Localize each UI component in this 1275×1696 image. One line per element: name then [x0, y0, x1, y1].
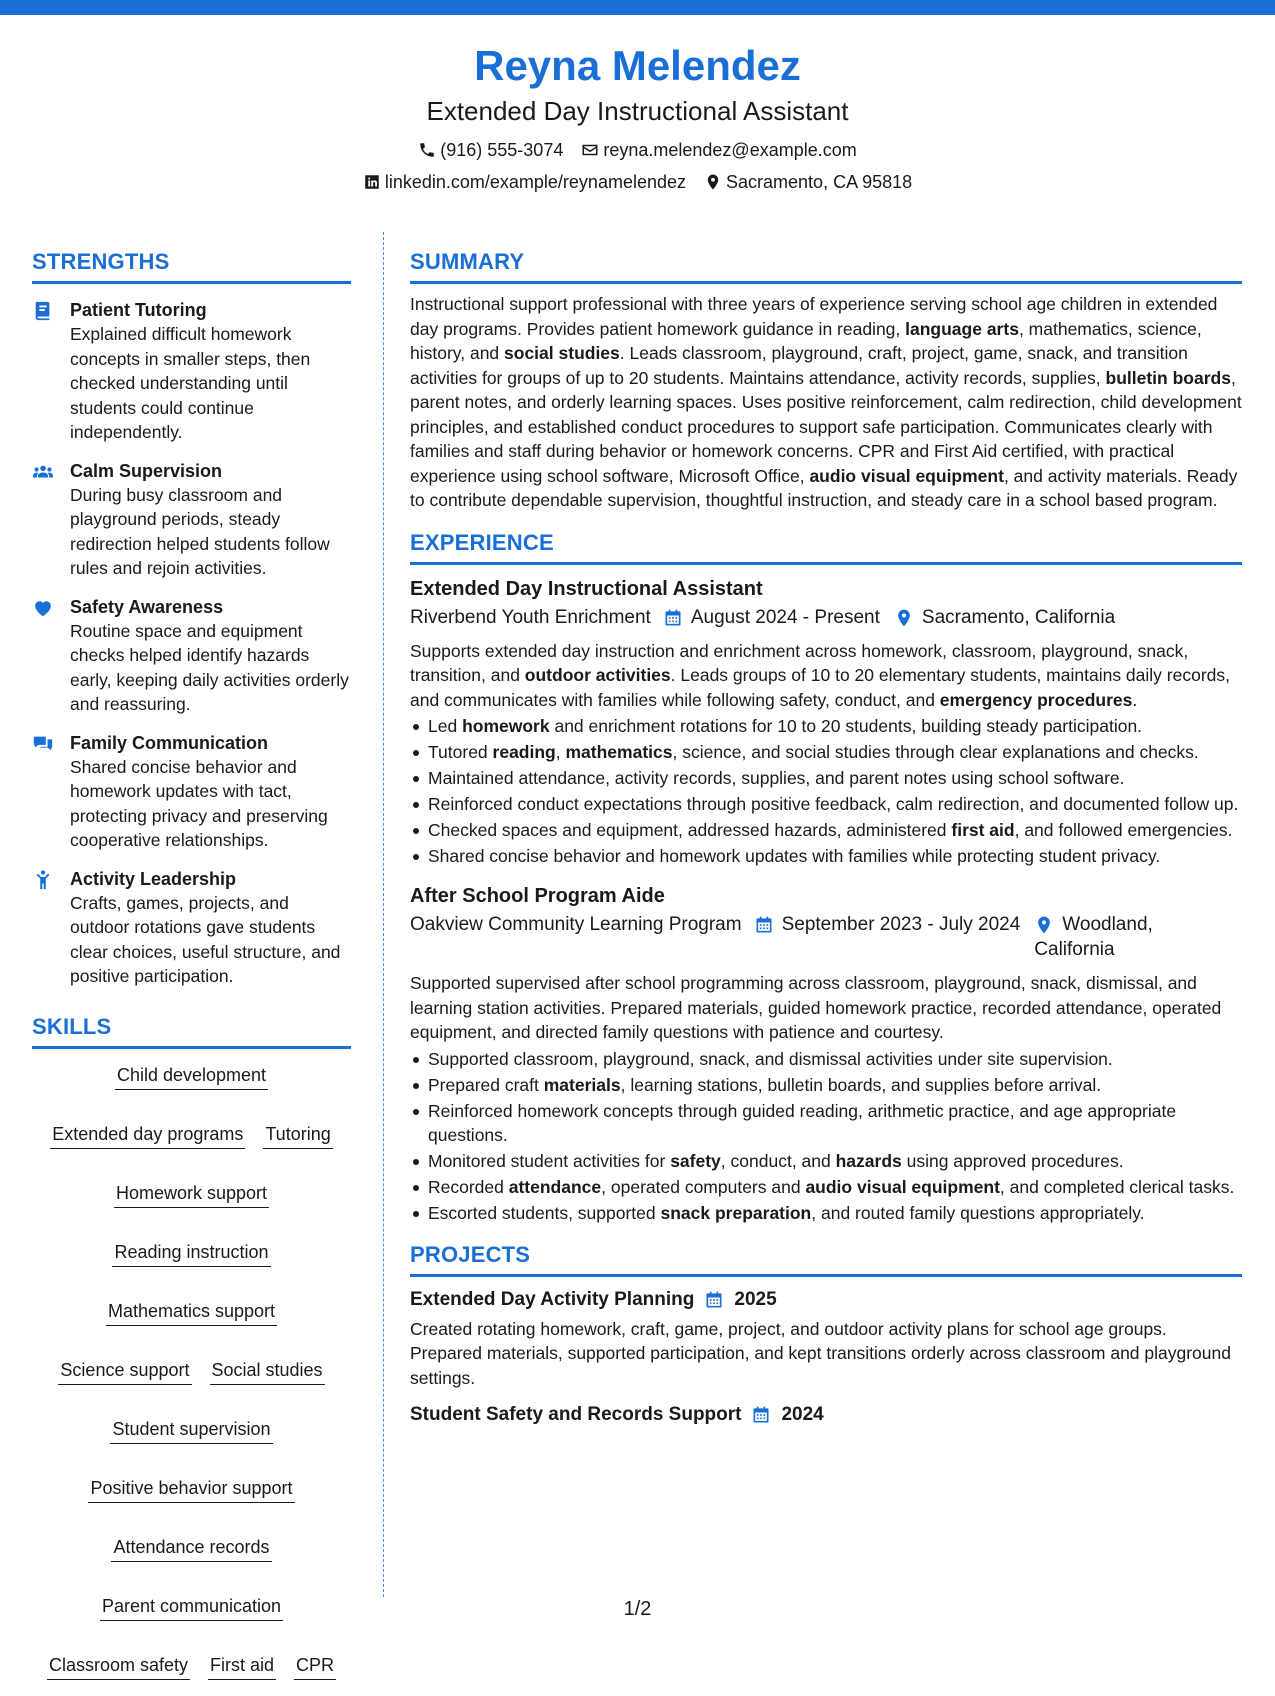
left-column [32, 248, 351, 1696]
bold-text: homework [462, 716, 550, 736]
strength-body [70, 298, 351, 445]
candidate-name: Reyna Melendez [474, 42, 801, 89]
job-bullets [410, 1047, 1242, 1225]
email-text: reyna.melendez@example.com [603, 140, 857, 160]
candidate-role: Extended Day Instructional Assistant [426, 96, 849, 126]
users-icon [32, 461, 54, 483]
text-run: , and routed family questions appropriately. [811, 1202, 1145, 1223]
project-head [410, 1287, 1242, 1313]
calendar-icon [663, 608, 683, 628]
job-location [894, 605, 1115, 630]
bold-text: mathematics [565, 742, 673, 762]
strength-body [70, 731, 351, 853]
bullet-item [410, 792, 1242, 816]
skill-tag: Mathematics support [106, 1299, 277, 1326]
text-run: Supported supervised after school programming across classroom, playground, snack, dismissal, and learning station activities. Prepared materials, guided homework practice, recorded attendance, operated equipment, and directed family questions with patience and courtesy. [410, 973, 1222, 1042]
strength-item [32, 867, 351, 989]
strengths-list [32, 298, 351, 989]
text-run: and enrichment rotations for 10 to 20 students, building steady participation. [549, 716, 1143, 736]
strength-desc: During busy classroom and playground periods, steady redirection helped students follow rules and rejoin activities. [70, 484, 330, 578]
text-run: Instructional support professional with three years of experience serving school age children in extended day programs. Provides patient homework guidance in reading, [410, 294, 1218, 339]
bullet-item [410, 740, 1242, 764]
text-run: Escorted students, supported [428, 1202, 661, 1223]
bullet-item [410, 714, 1242, 738]
strength-item [32, 595, 351, 717]
skill-tag: Classroom safety [47, 1653, 190, 1680]
text-run: . Leads classroom, playground, craft, project, game, snack, and transition activities for groups of up to 20 students. Maintains attendance, activity records, supplies, [410, 343, 1188, 388]
summary-heading: SUMMARY [410, 248, 1242, 284]
map-pin-icon [704, 173, 722, 191]
location-text: Sacramento, CA 95818 [726, 172, 913, 192]
job-location [1034, 912, 1194, 962]
bullet-item [410, 844, 1242, 868]
book-icon [32, 300, 54, 322]
skill-tag: Social studies [210, 1358, 325, 1385]
project-entry [410, 1287, 1242, 1391]
summary-text [410, 292, 1242, 513]
strength-icon-wrap [32, 595, 56, 717]
bold-text: hazards [835, 1150, 902, 1171]
bold-text: reading [492, 742, 556, 762]
text-run: Recorded [428, 1176, 509, 1197]
job-title: Extended Day Instructional Assistant [410, 577, 763, 600]
text-run: , learning stations, bulletin boards, and supplies before arrival. [620, 1074, 1102, 1095]
text-run: Reinforced conduct expectations through positive feedback, calm redirection, and documented follow up. [428, 794, 1239, 814]
resume-header [0, 40, 1275, 194]
project-title: Student Safety and Records Support [410, 1404, 742, 1425]
text-run: . Leads groups of 10 to 20 elementary students, maintains daily records, and communicates with families while following safety, conduct, and [410, 665, 1230, 710]
page-indicator: 1/2 [623, 1598, 652, 1620]
bullet-item [410, 1073, 1242, 1097]
bold-text: social studies [504, 343, 620, 363]
experience-heading: EXPERIENCE [410, 529, 1242, 565]
text-run: , and completed clerical tasks. [999, 1176, 1235, 1197]
calendar-icon [704, 1290, 724, 1310]
strengths-heading: STRENGTHS [32, 248, 351, 284]
project-year: 2025 [734, 1288, 777, 1310]
top-accent-bar [0, 0, 1275, 15]
text-run: , and followed emergencies. [1014, 820, 1233, 840]
comments-icon [32, 733, 54, 755]
text-run: , mathematics, science, history, and [410, 318, 1202, 363]
text-run: , operated computers and [601, 1176, 806, 1197]
project-entry [410, 1402, 1242, 1428]
strength-desc: Shared concise behavior and homework updates with tact, protecting privacy and preserving cooperative relationships. [70, 756, 328, 850]
text-run: Supported classroom, playground, snack, and dismissal activities under site supervision. [428, 1048, 1113, 1069]
projects-heading: PROJECTS [410, 1241, 1242, 1277]
skill-tag: Child development [115, 1063, 268, 1090]
text-run: Monitored student activities for [428, 1150, 671, 1171]
job-description [410, 639, 1242, 713]
calendar-icon [754, 915, 774, 935]
bullet-item [410, 1099, 1242, 1147]
job-meta [410, 912, 1242, 962]
skill-tag: CPR [294, 1653, 336, 1680]
skill-tag: First aid [208, 1653, 276, 1680]
job-title: After School Program Aide [410, 885, 665, 907]
strength-icon-wrap [32, 867, 56, 989]
envelope-icon [581, 141, 599, 159]
text-run: Maintained attendance, activity records, supplies, and parent notes using school software. [428, 768, 1125, 788]
bold-text: audio visual equipment [809, 465, 1004, 486]
bold-text: attendance [508, 1176, 602, 1197]
skill-tag: Parent communication [100, 1594, 283, 1621]
job-org: Riverbend Youth Enrichment [410, 606, 651, 628]
phone-text: (916) 555-3074 [440, 140, 564, 160]
contact-row-2 [0, 170, 1275, 194]
project-title: Extended Day Activity Planning [410, 1288, 695, 1310]
strength-title: Patient Tutoring [70, 300, 207, 320]
strength-desc: Crafts, games, projects, and outdoor rotations gave students clear choices, useful structure, and positive participation. [70, 892, 341, 986]
job-meta [410, 605, 1242, 630]
text-run: , conduct, and [720, 1150, 836, 1171]
strength-item [32, 459, 351, 581]
job-location-text: Sacramento, California [921, 606, 1116, 628]
text-run: . [1132, 689, 1138, 710]
bold-text: emergency procedures [939, 689, 1133, 710]
skill-tag: Reading instruction [112, 1240, 270, 1267]
skills-heading: SKILLS [32, 1013, 351, 1049]
skill-tag: Attendance records [111, 1535, 271, 1562]
strength-desc: Routine space and equipment checks helped identify hazards early, keeping daily activities orderly and reassuring. [70, 620, 349, 714]
strength-desc: Explained difficult homework concepts in smaller steps, then checked understanding until students could continue independently. [70, 324, 311, 442]
linkedin-contact[interactable] [363, 170, 686, 194]
strength-body [70, 459, 351, 581]
bold-text: bulletin boards [1105, 367, 1231, 388]
strength-item [32, 731, 351, 853]
strength-title: Calm Supervision [70, 460, 223, 481]
calendar-icon [751, 1405, 771, 1425]
job-location-text: Woodland, California [1034, 914, 1153, 960]
strength-item [32, 298, 351, 445]
linkedin-text: linkedin.com/example/reynamelendez [384, 172, 687, 192]
job-bullets [410, 714, 1242, 868]
bold-text: audio visual equipment [805, 1176, 1000, 1197]
text-run: Checked spaces and equipment, addressed hazards, administered [428, 820, 952, 840]
skill-tag: Positive behavior support [88, 1476, 294, 1503]
strength-icon-wrap [32, 298, 56, 445]
text-run: Led [428, 716, 463, 736]
heart-icon [32, 597, 54, 619]
bold-text: snack preparation [660, 1202, 812, 1223]
text-run: Prepared craft [428, 1074, 544, 1095]
project-head [410, 1402, 1242, 1428]
bold-text: first aid [951, 820, 1015, 840]
experience-list [410, 575, 1242, 1225]
job-dates-text: September 2023 - July 2024 [781, 914, 1021, 935]
job-description [410, 971, 1242, 1045]
bold-text: outdoor activities [524, 665, 671, 685]
right-column [410, 248, 1242, 1428]
contact-row-1 [0, 138, 1275, 162]
skill-tag: Tutoring [263, 1122, 332, 1149]
text-run: , [555, 742, 566, 762]
job-entry [410, 882, 1242, 1225]
bullet-item [410, 766, 1242, 790]
phone-contact[interactable] [418, 138, 563, 162]
text-run: using approved procedures. [901, 1150, 1124, 1171]
text-run: , parent notes, and orderly learning spaces. Uses positive reinforcement, calm redirection, child development principles, and established conduct procedures to support safe participation. Communicates clearly with families and staff during behavior or homework concerns. CPR and First Aid certified, with practical experience using school software, Microsoft Office, [410, 367, 1242, 486]
bullet-item [410, 1175, 1242, 1199]
bullet-item [410, 1149, 1242, 1173]
strength-body [70, 867, 351, 989]
bullet-item [410, 1201, 1242, 1225]
job-entry [410, 575, 1242, 869]
skill-tag: Extended day programs [50, 1122, 245, 1149]
text-run: , science, and social studies through clear explanations and checks. [672, 742, 1199, 762]
strength-title: Safety Awareness [70, 596, 224, 617]
text-run: Supports extended day instruction and enrichment across homework, classroom, playground, snack, transition, and [410, 640, 1189, 685]
text-run: Reinforced homework concepts through guided reading, arithmetic practice, and age appropriate questions. [428, 1100, 1177, 1145]
job-org: Oakview Community Learning Program [410, 914, 742, 935]
map-pin-icon [894, 608, 914, 628]
strength-body [70, 595, 351, 717]
linkedin-icon [363, 173, 381, 191]
project-year: 2024 [781, 1404, 824, 1425]
skill-tag: Student supervision [110, 1417, 272, 1444]
phone-icon [418, 141, 436, 159]
bullet-item [410, 1047, 1242, 1071]
child-icon [32, 869, 54, 891]
text-run: Tutored [428, 742, 493, 762]
job-dates [663, 605, 880, 630]
bullet-item [410, 818, 1242, 842]
text-run: , and activity materials. Ready to contribute dependable supervision, thoughtful instruction, and steady care in a school based program. [410, 465, 1238, 510]
projects-list [410, 1287, 1242, 1429]
strength-icon-wrap [32, 731, 56, 853]
job-dates-text: August 2024 - Present [690, 606, 880, 628]
text-run: Shared concise behavior and homework updates with families while protecting student privacy. [428, 846, 1161, 866]
column-divider [383, 232, 384, 1597]
project-desc: Created rotating homework, craft, game, project, and outdoor activity plans for school age groups. Prepared materials, supported participation, and kept transitions orderly across classroom and playground settings. [410, 1318, 1231, 1388]
strength-title: Family Communication [70, 732, 269, 753]
bold-text: safety [670, 1150, 721, 1171]
skill-tag: Science support [58, 1358, 191, 1385]
bold-text: materials [543, 1074, 621, 1095]
email-contact[interactable] [581, 138, 856, 162]
skill-tag: Homework support [114, 1181, 269, 1208]
bold-text: language arts [905, 318, 1019, 339]
job-dates [754, 912, 1021, 937]
location-contact [704, 170, 912, 194]
strength-icon-wrap [32, 459, 56, 581]
strength-title: Activity Leadership [70, 868, 237, 889]
